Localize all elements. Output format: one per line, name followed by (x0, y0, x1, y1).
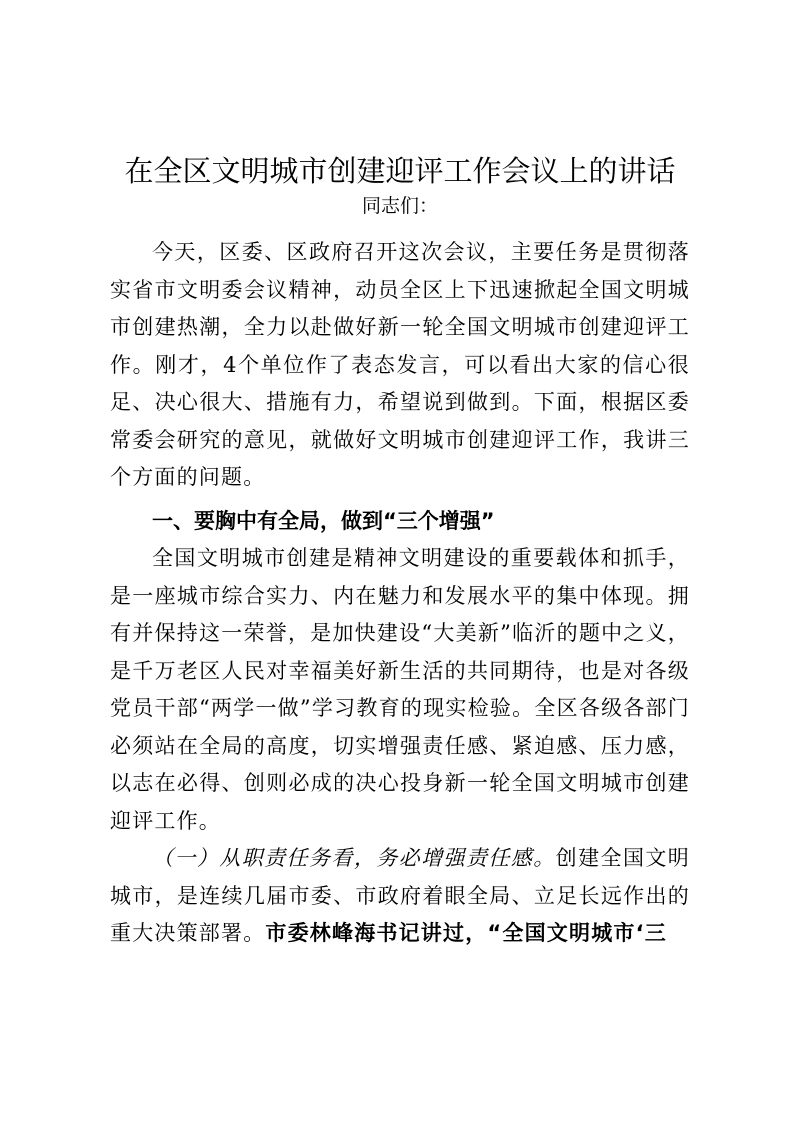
subsection-1-bold-quote: 市委林峰海书记讲过，“全国文明城市‘三 (265, 921, 667, 945)
section-1-paragraph: 全国文明城市创建是精神文明建设的重要载体和抓手，是一座城市综合实力、内在魅力和发展水平的集中体现。拥有并保持这一荣誉，是加快建设“大美新”临沂的题中之义，是千万老区人民对幸福美好新生活的共同期待，也是对各级党员干部“两学一做”学习教育的现实检验。全区各级各部门必须站在全局的高度，切实增强责任感、紧迫感、压力感，以志在必得、创则必成的决心投身新一轮全国文明城市创建迎评工作。 (110, 546, 690, 833)
subsection-1-text: 创建全国文明城市，是连续几届市委、市政府着眼全局、立足长远作出的重大决策部署。 (110, 846, 690, 945)
subsection-1-paragraph (110, 840, 690, 953)
section-heading-1: 一、要胸中有全局，做到“三个增强” (152, 508, 495, 533)
intro-paragraph: 今天，区委、区政府召开这次会议，主要任务是贯彻落实省市文明委会议精神，动员全区上下迅速掀起全国文明城市创建热潮，全力以赴做好新一轮全国文明城市创建迎评工作。刚才，4个单位作了表态发言，可以看出大家的信心很足、决心很大、措施有力，希望说到做到。下面，根据区委常委会研究的意见，就做好文明城市创建迎评工作，我讲三个方面的问题。 (110, 240, 690, 489)
document-title: 在全区文明城市创建迎评工作会议上的讲话 (124, 154, 676, 188)
document-page (110, 150, 690, 953)
subsection-heading-1: （一）从职责任务看，务必增强责任感。 (152, 846, 556, 870)
salutation: 同志们： (361, 195, 438, 217)
